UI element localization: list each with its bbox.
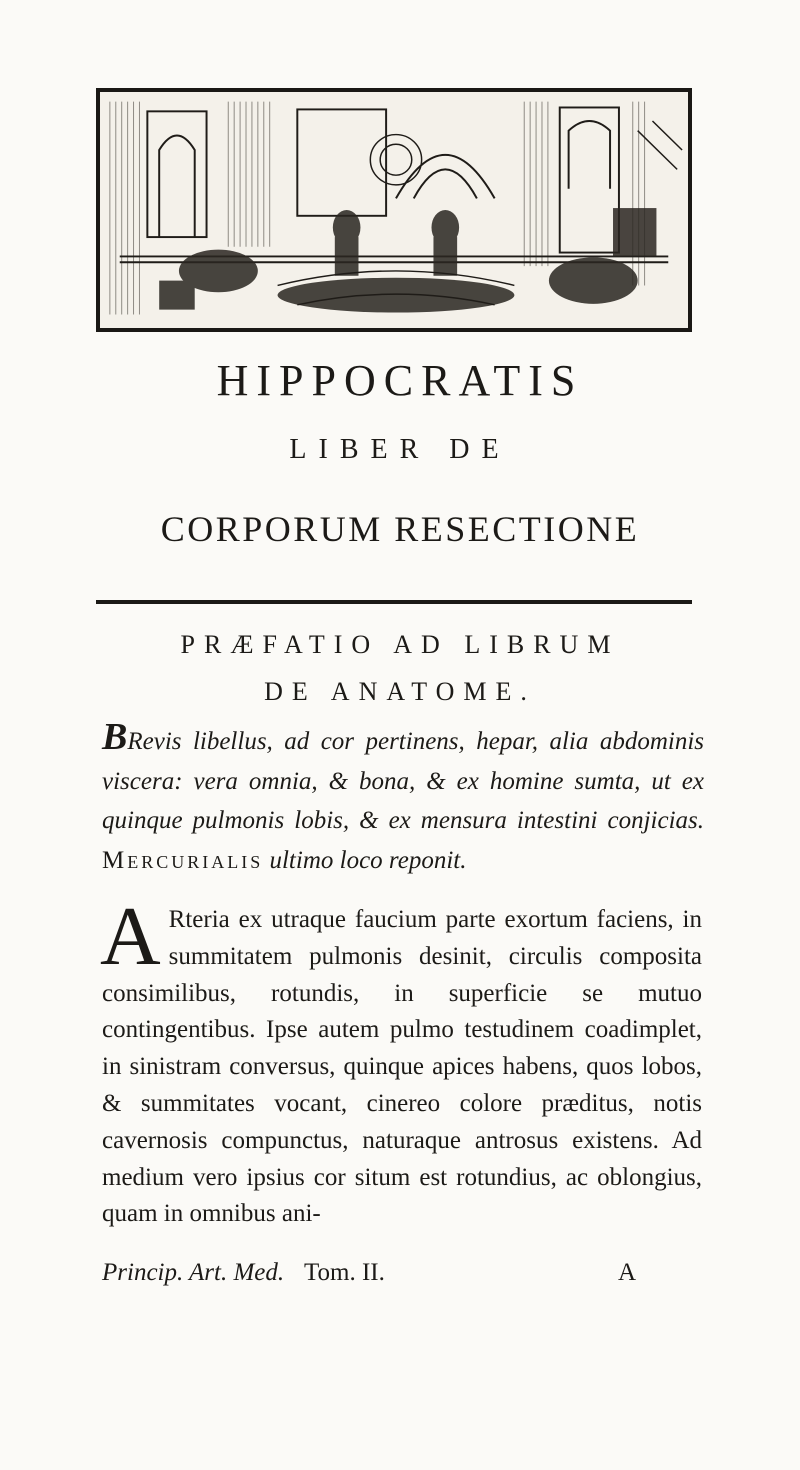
summary-text: Revis libellus, ad cor pertinens, hepar, alia abdominis viscera: vera omnia, & bona, & ex homine sumta, ut ex quinque pulmonis lobis, & ex mensura intestini conjicias. xyxy=(102,728,704,834)
footer-reference: Princip. Art. Med. xyxy=(102,1259,285,1286)
summary-initial: B xyxy=(102,716,128,758)
main-text xyxy=(100,890,702,1233)
engraved-headpiece-icon xyxy=(96,88,692,332)
book-subtitle: LIBER DE xyxy=(289,434,511,465)
author-name: Mercurialis xyxy=(102,846,264,874)
preface-heading-line2: DE ANATOME. xyxy=(264,677,536,706)
drop-cap: A xyxy=(100,890,161,983)
preface-heading: PRÆFATIO AD LIBRUM xyxy=(180,630,620,659)
page-footer xyxy=(102,1259,702,1287)
book-title: HIPPOCRATIS xyxy=(216,356,584,405)
footer-volume: Tom. II. xyxy=(304,1259,385,1286)
main-paragraph: Rteria ex utraque faucium parte exortum faciens, in summitatem pulmonis desinit, circulis composita consimilibus, rotundis, in superficie se mutuo contingentibus. Ipse autem pulmo testudinem coadimplet, in sinistram conversus, quinque apices habens, quos lobos, & summitates vocant, cinereo colore præditus, notis cavernosis compunctus, naturaque antrosus existens. Ad medium vero ipsius cor situm est rotundius, ac oblongius, quam in omnibus ani- xyxy=(102,906,702,1228)
summary-ending: ultimo loco reponit. xyxy=(269,846,467,874)
divider-rule xyxy=(96,600,692,604)
book-subject: CORPORUM RESECTIONE xyxy=(160,509,640,549)
preface-summary xyxy=(102,716,704,880)
signature-mark: A xyxy=(618,1259,637,1286)
